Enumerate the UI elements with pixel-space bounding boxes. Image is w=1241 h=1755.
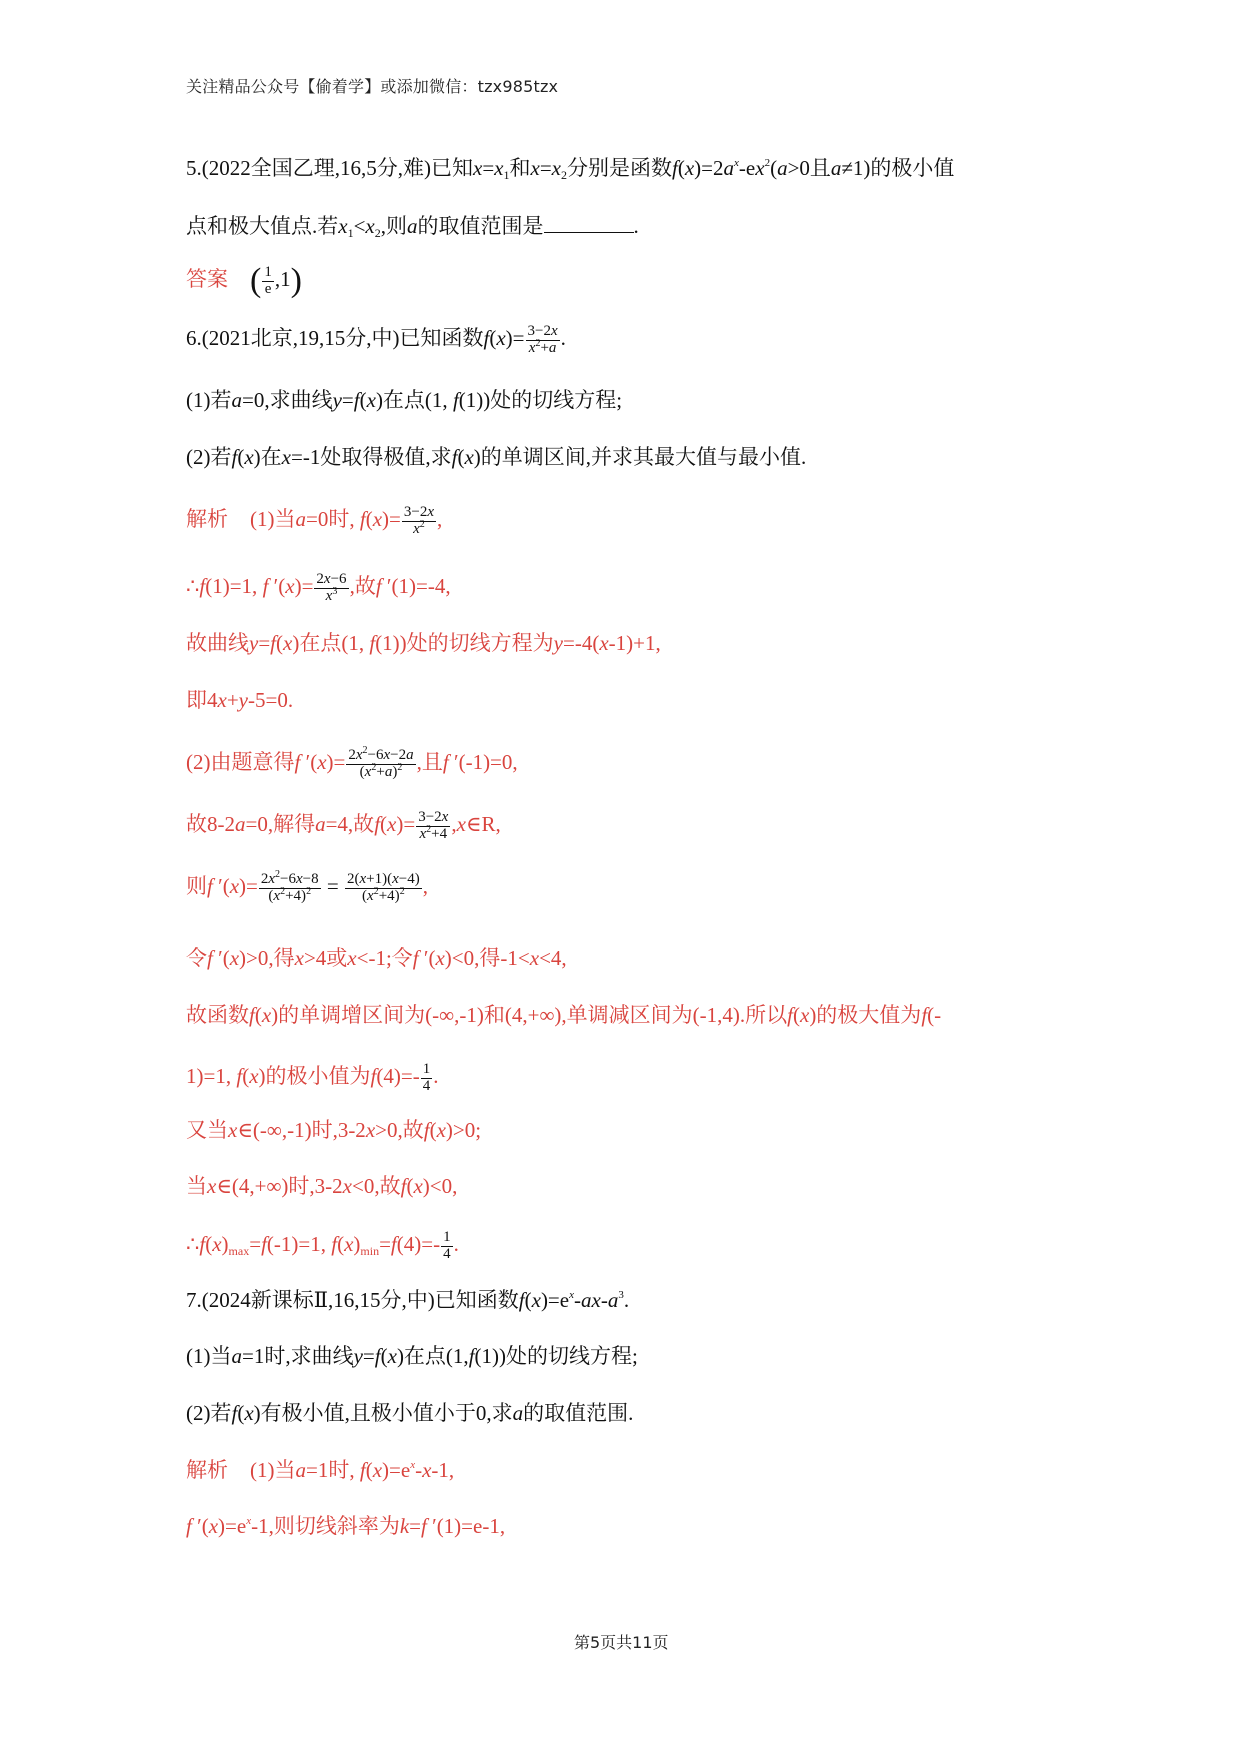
problem-6-solution-2: ∴f(1)=1, f ′(x)= $\frac{2x-6}{x^3}$ ,故f ′(1)=-4, (186, 571, 451, 604)
watermark-header: 关注精品公众号【偷着学】或添加微信：tzx985tzx (186, 77, 559, 96)
problem-6-part-1: (1)若a=0,求曲线y=f(x)在点(1, f(1))处的切线方程; (186, 388, 623, 412)
problem-6-solution-7: 则f ′(x)= $\frac{2x^2-6x-8}{(x^2+4)^2}$ = $\frac{2(x+1)(x-4)}{(x^2+4)^2}$ , (186, 869, 428, 904)
problem-6-solution-1: 解析 (1)当a=0时, f(x)= $\frac{3-2x}{x^2}$ , (186, 504, 443, 537)
problem-6-solution-13: $\therefore f(x)_{max}=f(-1)=1$, $f(x)_{min}=f(4)=-$ $\frac{1}{4}$ . (186, 1229, 459, 1262)
problem-6-solution-4: 即4x+y-5=0. (186, 688, 294, 712)
answer-label: 答案 (186, 266, 228, 291)
problem-5-stem-line1: 5.(2022全国乙理,16,5分,难)已知$x=x_1$和$x=x_2$分别是函数$f(x)=2a^x-ex^2(a>0$且a≠1)的极小值 (186, 156, 955, 182)
page-indicator: 第5页共11页 (574, 1633, 669, 1652)
problem-6-solution-8: 令f ′(x)>0,得x>4或x<-1;令f ′(x)<0,得-1<x<4, (186, 946, 567, 970)
answer-blank (544, 214, 634, 233)
problem-6-stem: 6.(2021北京,19,15分,中)已知函数f(x)= $\frac{3-2x}{x^2+a}$ . (186, 323, 566, 356)
problem-6-solution-10: 1)=1, f(x)的极小值为f(4)=- $\frac{1}{4}$ . (186, 1061, 439, 1094)
problem-6-part-2: (2)若f(x)在x=-1处取得极值,求f(x)的单调区间,并求其最大值与最小值. (186, 445, 807, 469)
problem-7-stem: 7.(2024新课标Ⅱ,16,15分,中)已知函数$f(x)=e^x-ax-a^3$. (186, 1288, 630, 1312)
problem-5-stem-line2: 点和极大值点.若$x_1<x_2$,则a的取值范围是 . (186, 214, 639, 240)
problem-6-solution-6: 故8-2a=0,解得a=4,故f(x)= $\frac{3-2x}{x^2+4}$ ,x∈R, (186, 809, 501, 842)
problem-6-solution-5: (2)由题意得f ′(x)= $\frac{2x^2-6x-2a}{(x^2+a)^2}$ ,且f ′(-1)=0, (186, 745, 518, 780)
problem-7-solution-2: f $'(x)=e^x-1$,则切线斜率为k=f ′(1)=e-1, (186, 1514, 506, 1538)
problem-6-solution-11: 又当x∈(-∞,-1)时,3-2x>0,故f(x)>0; (186, 1118, 482, 1142)
problem-7-solution-1: 解析 (1)当a=1时, $f(x)=e^x-x-1$, (186, 1458, 455, 1482)
problem-7-part-2: (2)若f(x)有极小值,且极小值小于0,求a的取值范围. (186, 1401, 634, 1425)
problem-6-solution-12: 当x∈(4,+∞)时,3-2x<0,故f(x)<0, (186, 1174, 458, 1198)
problem-6-solution-9: 故函数f(x)的单调增区间为(-∞,-1)和(4,+∞),单调减区间为(-1,4).所以f(x)的极大值为f(- (186, 1003, 942, 1027)
problem-5-answer: 答案 ( $\frac{1}{e}$ ,1) (186, 262, 302, 299)
problem-7-part-1: (1)当a=1时,求曲线y=f(x)在点(1,f(1))处的切线方程; (186, 1344, 638, 1368)
problem-6-solution-3: 故曲线y=f(x)在点(1, f(1))处的切线方程为y=-4(x-1)+1, (186, 631, 661, 655)
